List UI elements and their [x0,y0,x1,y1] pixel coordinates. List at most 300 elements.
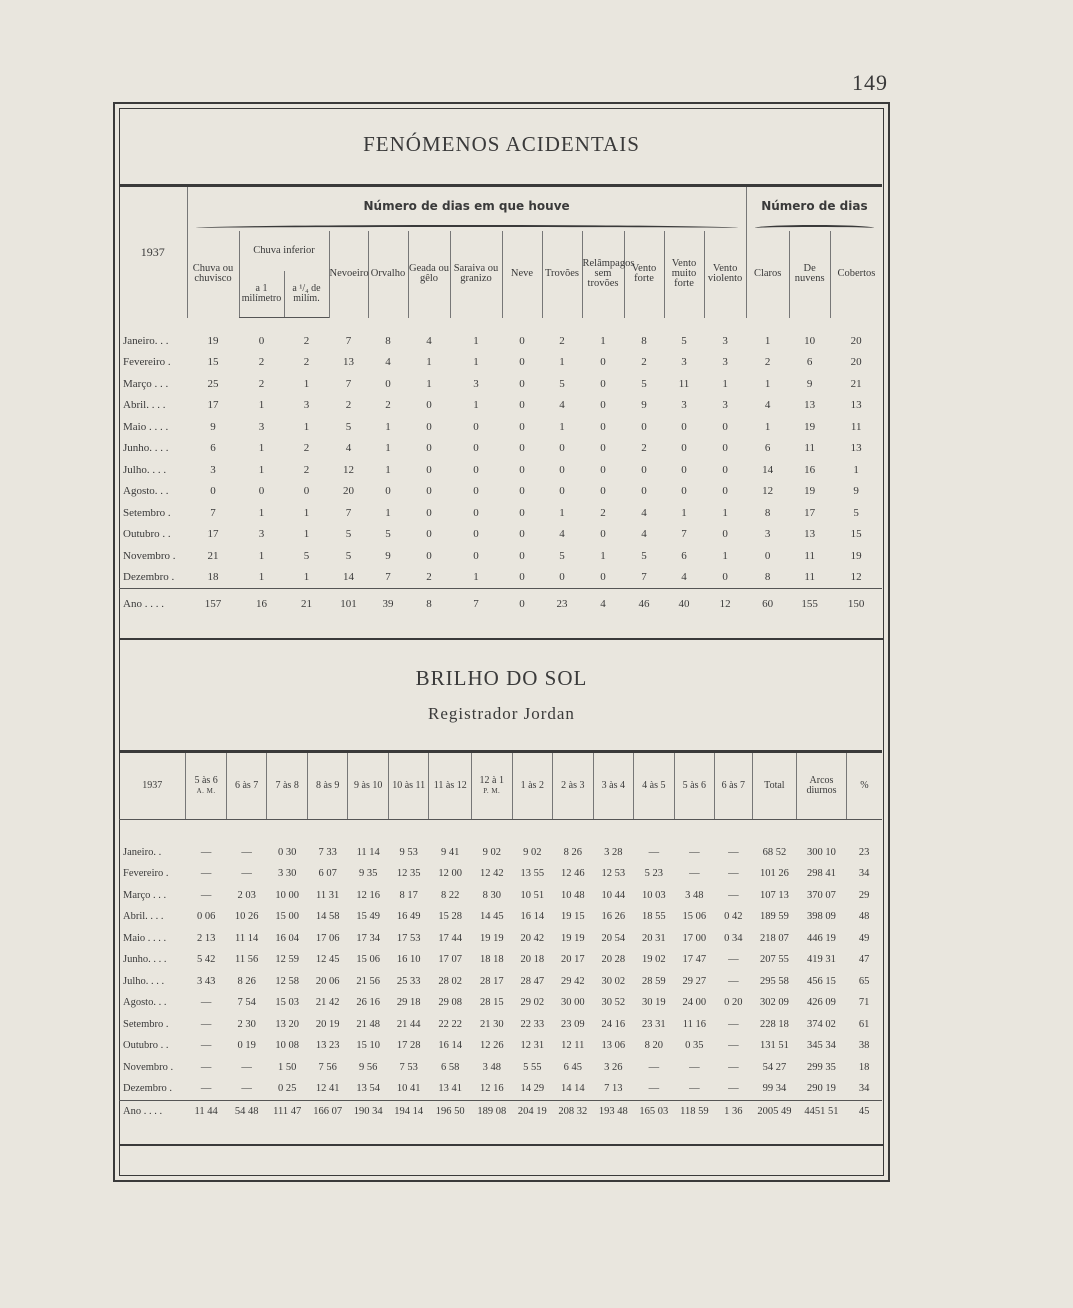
table-cell: 0 [519,571,525,584]
table-cell: 16 [804,463,816,476]
table-cell: — [200,997,212,1009]
table-cell: 0 [426,442,432,455]
table-cell: 1 [681,506,687,519]
table-cell: 0 [519,528,525,541]
table-cell: 189 59 [759,911,789,923]
table-cell: 0 [519,549,525,562]
table-cell: 1 [303,571,310,584]
table-cell: 15 [207,356,219,369]
table-cell: 15 [850,528,862,541]
table-cell: 0 [722,528,728,541]
total-cell: 40 [664,589,704,620]
table-cell: 101 26 [759,868,789,880]
table-cell: 28 59 [642,975,666,987]
table-cell: 14 14 [560,1083,585,1095]
table-row [119,352,882,374]
table-cell: 1 [385,420,391,433]
table-cell: 300 10 [807,846,836,858]
table-cell: 15 10 [356,1040,380,1052]
month-label: Junho. . . . [123,954,167,966]
table-cell: — [241,868,252,880]
table-row [119,842,882,864]
table-row [119,949,882,971]
table-row [119,545,882,567]
table-row [119,395,882,417]
table-cell: 0 [519,356,525,369]
table-cell: 0 [519,463,525,476]
month-label: Março . . . [123,889,167,901]
table-cell: 0 [600,571,606,584]
fen-header-8: Trovões [542,231,582,318]
table-cell: 5 [345,528,352,541]
table-cell: 0 [600,399,606,412]
table-cell: 1 [303,377,310,390]
fen-header-12: Vento violento [704,231,746,318]
total-cell: 208 32 [553,1100,594,1122]
sun-header-text: 6 às 7 [234,780,259,791]
table-cell: 20 19 [315,1018,340,1030]
table-cell: 0 [385,377,391,390]
table-cell: 17 06 [315,932,340,944]
total-cell: 155 [789,589,830,620]
table-row [119,1057,882,1079]
table-cell: — [200,846,212,858]
table-cell: 0 [426,485,432,498]
table-cell: 8 [385,334,391,347]
table-cell: 0 06 [196,911,216,923]
table-cell: 3 [722,334,728,347]
table-cell: 0 35 [685,1040,704,1052]
table-cell: 21 42 [315,997,340,1009]
table-cell: 8 [641,334,647,347]
table-cell: 4 [641,506,647,519]
table-cell: 20 [850,356,862,369]
table-cell: 1 [426,377,432,390]
table-cell: — [728,975,739,987]
month-label: Julho. . . . [123,975,165,987]
fen-header-14: De nuvens [789,231,830,318]
fen-header-6: Saraiva ou granizo [450,231,502,318]
sun-header-5 [388,752,429,820]
table-cell: 20 54 [601,932,626,944]
sun-header-text: 5 às 6 [682,780,707,791]
table-cell: 17 [207,399,219,412]
table-cell: 6 [681,549,687,562]
table-cell: 1 [258,463,265,476]
table-cell: 0 [641,420,647,433]
month-label: Setembro . [123,506,171,519]
table-cell: 11 14 [235,932,259,944]
table-cell: 8 26 [237,975,256,987]
table-cell: 6 [764,442,771,455]
table-cell: 7 [345,506,352,519]
table-cell: — [200,868,212,880]
total-cell: 166 07 [307,1100,348,1122]
month-label: Maio . . . . [123,420,169,433]
table-cell: 71 [858,997,870,1009]
table-row [119,992,882,1014]
table-cell: 47 [858,954,870,966]
table-cell: 1 [303,420,310,433]
bottom-rule [119,1144,884,1146]
table-cell: 12 58 [275,975,299,987]
table-cell: 0 [681,420,687,433]
month-label: Dezembro . [123,1083,172,1095]
table-cell: — [728,1040,739,1052]
sun-header-4 [348,752,389,820]
fenomenos-table [119,184,882,619]
table-cell: — [648,1061,660,1073]
table-cell: 7 56 [318,1061,337,1073]
table-row [119,863,882,885]
table-cell: — [728,1018,739,1030]
month-label: Setembro . [123,1018,169,1030]
table-cell: 12 16 [356,889,380,901]
total-cell: 118 59 [674,1100,715,1122]
table-cell: 30 02 [601,975,626,987]
table-row [119,438,882,460]
month-label: Janeiro. . [123,846,162,858]
total-cell: 204 19 [512,1100,553,1122]
table-cell: 3 [303,399,310,412]
table-cell: 0 [559,571,565,584]
table-cell: 17 [804,506,816,519]
table-cell: 12 46 [560,868,585,880]
table-cell: 16 26 [601,911,626,923]
fen-header-chuva: Chuva ou chuvisco [192,263,234,285]
spacer-cell [119,820,882,842]
table-cell: 9 [806,377,813,390]
total-cell: 16 [239,589,284,620]
sun-header-2 [267,752,308,820]
table-cell: 3 [473,377,479,390]
table-cell: 0 [722,442,728,455]
table-cell: 20 31 [642,932,666,944]
table-cell: 12 [343,463,354,476]
table-cell: 34 [858,1083,870,1095]
month-label: Abril. . . . [123,399,166,412]
month-label: Novembro . [123,549,176,562]
sun-header-10 [593,752,634,820]
table-cell: 12 35 [396,868,421,880]
table-cell: 2 [559,334,565,347]
table-cell: 12 16 [479,1083,504,1095]
table-cell: 61 [858,1018,870,1030]
table-cell: 9 56 [359,1061,378,1073]
table-cell: 218 07 [759,932,789,944]
sun-total-row [119,1100,882,1122]
table-cell: 10 26 [234,911,259,923]
table-cell: 6 58 [441,1061,460,1073]
table-cell: 7 53 [399,1061,418,1073]
table-cell: 13 06 [601,1040,626,1052]
table-cell: 8 30 [482,889,501,901]
section-divider [119,638,884,640]
table-cell: 9 53 [399,846,418,858]
table-cell: 0 [210,485,216,498]
table-cell: 0 [559,442,565,455]
table-cell: 14 45 [479,911,504,923]
table-cell: 1 [473,571,479,584]
table-cell: 13 20 [275,1018,299,1030]
table-cell: 1 50 [277,1061,297,1073]
table-cell: 2 13 [196,932,216,944]
table-cell: 16 04 [275,932,299,944]
table-cell: 11 [804,549,815,562]
table-cell: 0 [722,463,728,476]
table-cell: 23 31 [642,1018,666,1030]
table-cell: 0 20 [724,997,743,1009]
table-cell: 6 07 [318,868,337,880]
fenomenos-year: 1937 [119,186,187,318]
table-cell: 12 41 [315,1083,340,1095]
table-cell: — [728,868,739,880]
table-cell: 295 58 [759,975,789,987]
table-cell: 207 55 [759,954,789,966]
table-cell: 21 56 [356,975,380,987]
table-cell: 4 [426,334,432,347]
sun-header-3 [307,752,348,820]
table-cell: 298 41 [807,868,836,880]
table-cell: 11 [678,377,690,390]
sun-header-16 [846,752,882,820]
table-cell: 0 [519,442,525,455]
sun-header-text: 9 às 10 [354,780,383,791]
table-cell: 446 19 [807,932,836,944]
table-cell: 11 [804,442,815,455]
brace-houve [187,225,746,231]
table-cell: 0 [519,506,525,519]
month-label: Abril. . . . [123,911,164,923]
table-cell: 4 [345,442,352,455]
table-cell: 14 29 [520,1083,545,1095]
brilho-title: BRILHO DO SOL [415,666,588,690]
table-cell: 0 [473,506,479,519]
table-row [119,906,882,928]
table-cell: 4 [559,399,565,412]
table-cell: 18 55 [642,911,666,923]
table-row [119,567,882,589]
fen-header-quarter-mm: a ¹/₄ de milím. [284,271,329,318]
table-cell: 19 19 [560,932,585,944]
table-cell: 10 03 [642,889,666,901]
table-cell: — [200,1018,212,1030]
total-cell: 111 47 [267,1100,308,1122]
table-cell: 17 [207,528,219,541]
table-cell: 3 26 [604,1061,623,1073]
sun-header-text: 8 às 9 [316,780,340,791]
sun-header-text: 12 à 1 [479,775,504,786]
sun-header-text: 3 às 4 [601,780,625,791]
table-cell: 5 [303,549,310,562]
table-cell: 7 [641,571,647,584]
table-cell: 0 [258,334,265,347]
table-cell: 1 [559,420,565,433]
month-label: Outubro . . [123,528,171,541]
table-cell: 0 [600,485,606,498]
table-cell: 0 [473,528,479,541]
table-cell: 68 52 [762,846,787,858]
table-cell: 7 [681,528,687,541]
table-cell: 11 16 [682,1018,706,1030]
table-cell: 0 [473,442,479,455]
total-cell: 196 50 [429,1100,472,1122]
table-cell: 13 23 [315,1040,340,1052]
table-cell: 7 13 [604,1083,623,1095]
table-cell: 38 [858,1040,870,1052]
table-cell: 4 [764,399,771,412]
spacer-cell [119,318,882,331]
table-cell: 5 [559,549,565,562]
table-cell: 1 [303,506,310,519]
table-cell: 14 [762,463,774,476]
table-cell: 0 [426,399,432,412]
page-number: 149 [852,70,888,95]
table-cell: 21 [850,377,862,390]
table-cell: 7 [345,334,352,347]
table-cell: 10 08 [275,1040,299,1052]
table-cell: 19 [804,485,816,498]
table-cell: — [728,889,739,901]
table-cell: 1 [764,420,771,433]
table-cell: — [200,889,212,901]
fen-header-13: Claros [746,231,789,318]
table-cell: — [648,846,660,858]
table-cell: 2 03 [237,889,256,901]
table-cell: 1 [258,571,265,584]
table-cell: — [689,1061,700,1073]
table-cell: 7 33 [318,846,337,858]
table-cell: 5 55 [523,1061,542,1073]
month-label: Julho. . . . [123,463,167,476]
table-cell: 1 [258,399,265,412]
table-cell: 3 [258,420,265,433]
table-cell: 18 [858,1061,870,1073]
pm-label: P. M. [483,787,501,795]
table-cell: 0 [722,485,728,498]
month-label: Dezembro . [123,571,175,584]
table-cell: 2 [764,356,771,369]
table-cell: 2 [426,571,432,584]
table-cell: 0 42 [724,911,743,923]
table-cell: 1 [385,442,391,455]
table-cell: 15 00 [275,911,299,923]
table-cell: 5 [345,420,352,433]
total-cell: 101 [329,589,368,620]
table-cell: 5 [641,549,647,562]
sun-header-text: Arcos diurnos [806,775,837,796]
fenomenos-group-dias: Número de dias [761,199,868,213]
table-cell: 1 [473,356,479,369]
sun-header-text: 2 às 3 [561,780,585,791]
tables-frame [113,102,890,1182]
total-cell: 12 [704,589,746,620]
table-cell: 0 [641,485,647,498]
table-cell: 374 02 [807,1018,836,1030]
table-row [119,459,882,481]
table-cell: 29 08 [438,997,463,1009]
table-cell: 9 02 [482,846,501,858]
sun-header-text: 10 às 11 [392,780,426,791]
table-cell: 8 22 [441,889,460,901]
table-cell: 12 45 [315,954,340,966]
table-cell: 302 09 [759,997,789,1009]
total-cell: 8 [408,589,450,620]
table-cell: 17 07 [438,954,463,966]
table-cell: 15 28 [438,911,463,923]
total-cell: 11 44 [186,1100,227,1122]
table-cell: 13 [850,442,862,455]
table-cell: 3 [722,356,728,369]
table-cell: 30 19 [642,997,666,1009]
table-cell: 3 48 [482,1061,501,1073]
table-cell: 0 [473,420,479,433]
table-row [119,502,882,524]
table-cell: 17 44 [438,932,463,944]
fenomenos-group-houve: Número de dias em que houve [187,186,746,226]
table-row [119,928,882,950]
table-row [119,416,882,438]
table-cell: 107 13 [759,889,789,901]
table-cell: 9 [853,485,859,498]
table-cell: 20 42 [520,932,545,944]
table-cell: 8 [764,571,771,584]
table-cell: 3 [764,528,771,541]
table-cell: 9 [385,549,391,562]
table-cell: 0 [519,399,525,412]
table-cell: 9 [210,420,216,433]
table-cell: 19 15 [560,911,585,923]
sun-header-1 [226,752,267,820]
table-cell: 5 [559,377,565,390]
table-cell: 13 [850,399,862,412]
table-cell: 20 [343,485,354,498]
table-cell: 30 00 [560,997,585,1009]
table-cell: — [728,954,739,966]
table-cell: 4 [681,571,687,584]
table-cell: 19 [207,334,219,347]
table-cell: 0 [722,571,728,584]
table-cell: 21 [207,549,219,562]
fen-header-7: Neve [502,231,542,318]
table-cell: 11 14 [356,846,380,858]
table-cell: — [728,1083,739,1095]
table-cell: 65 [858,975,870,987]
table-cell: 8 20 [644,1040,664,1052]
total-cell: 193 48 [593,1100,634,1122]
table-row [119,1078,882,1100]
table-cell: 29 18 [396,997,421,1009]
table-cell: 0 [600,420,606,433]
sun-header-0 [186,752,227,820]
table-row [119,373,882,395]
fen-total-row [119,589,882,620]
am-label: A. M. [196,787,216,795]
table-cell: 0 [519,377,525,390]
fen-spacer-row [119,318,882,331]
table-cell: 13 [804,399,816,412]
table-cell: 0 [426,420,432,433]
table-cell: — [241,1061,252,1073]
total-cell: 46 [624,589,664,620]
table-cell: 0 [559,485,565,498]
table-cell: 4 [559,528,565,541]
table-cell: — [648,1083,660,1095]
table-cell: 4 [385,356,391,369]
total-cell: 1 36 [715,1100,752,1122]
table-cell: 49 [858,932,870,944]
table-cell: 1 [473,399,479,412]
